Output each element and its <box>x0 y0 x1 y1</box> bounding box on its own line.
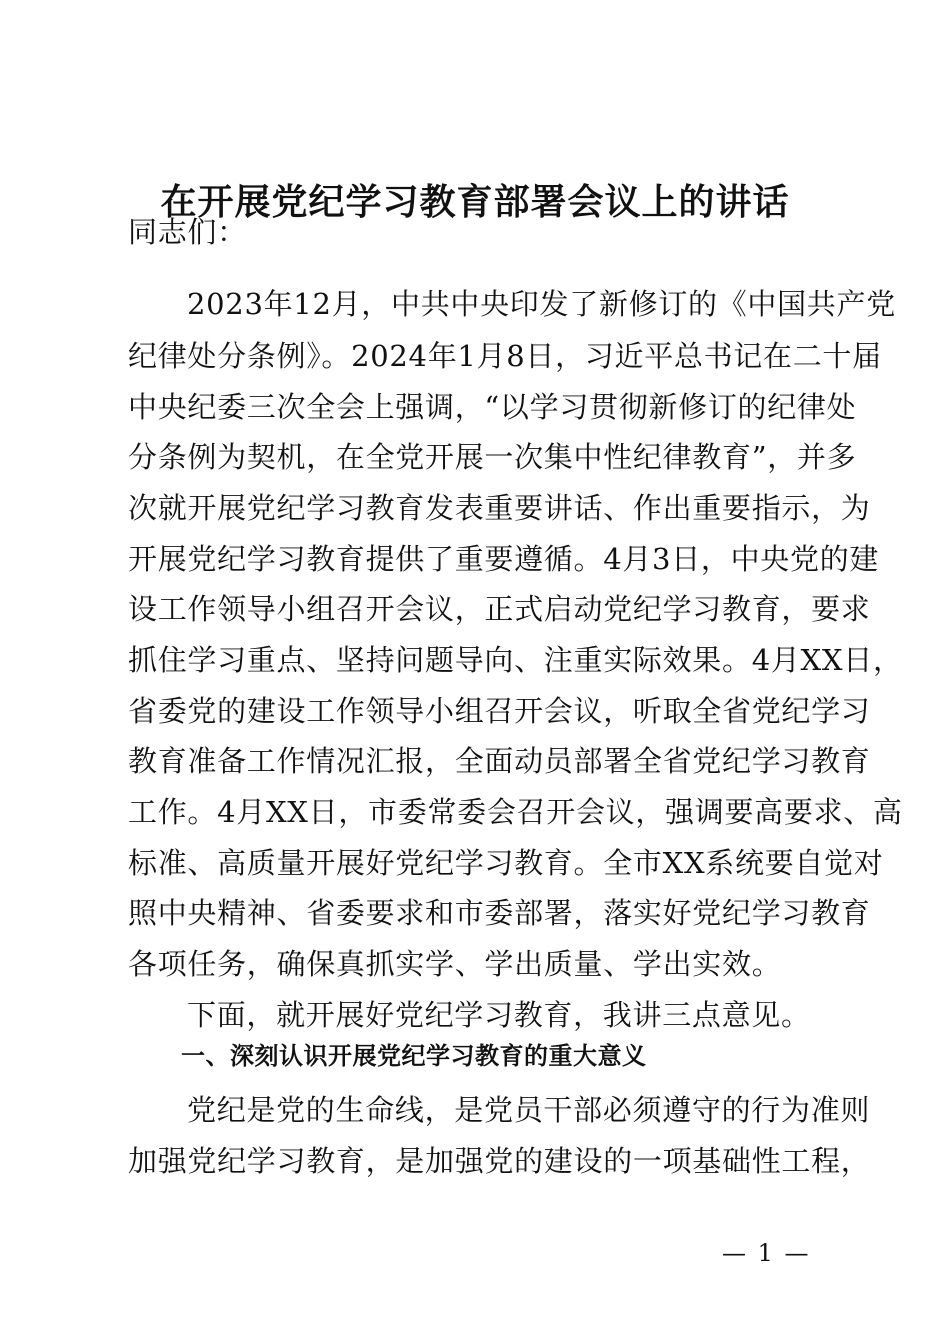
paragraph-line: 省委党的建设工作领导小组召开会议，听取全省党纪学习 <box>128 694 871 728</box>
paragraph-line: 开展党纪学习教育提供了重要遵循。4月3日，中央党的建 <box>128 542 880 576</box>
section-heading: 一、深刻认识开展党纪学习教育的重大意义 <box>181 1042 647 1070</box>
page-number: — 1 — <box>722 1239 811 1267</box>
paragraph-line: 2023年12月，中共中央印发了新修订的《中国共产党 <box>187 287 896 321</box>
paragraph-line: 抓住学习重点、坚持问题导向、注重实际效果。4月XX日， <box>128 643 903 677</box>
paragraph-line: 工作。4月XX日，市委常委会召开会议，强调要高要求、高 <box>128 795 903 829</box>
paragraph-line: 党纪是党的生命线，是党员干部必须遵守的行为准则 <box>187 1093 871 1127</box>
paragraph-line: 次就开展党纪学习教育发表重要讲话、作出重要指示，为 <box>128 491 871 525</box>
paragraph-line: 教育准备工作情况汇报，全面动员部署全省党纪学习教育 <box>128 744 871 778</box>
paragraph-line: 加强党纪学习教育，是加强党的建设的一项基础性工程， <box>128 1144 871 1178</box>
paragraph-line: 纪律处分条例》。2024年1月8日，习近平总书记在二十届 <box>128 339 882 373</box>
paragraph-line: 中央纪委三次全会上强调，“以学习贯彻新修订的纪律处 <box>128 390 857 424</box>
paragraph-line: 标准、高质量开展好党纪学习教育。全市XX系统要自觉对 <box>128 846 884 880</box>
salutation: 同志们： <box>128 215 247 249</box>
paragraph-line: 各项任务，确保真抓实学、学出质量、学出实效。 <box>128 947 782 981</box>
paragraph-line: 照中央精神、省委要求和市委部署，落实好党纪学习教育 <box>128 896 871 930</box>
paragraph-outline-intro: 下面，就开展好党纪学习教育，我讲三点意见。 <box>187 998 811 1032</box>
paragraph-line: 设工作领导小组召开会议，正式启动党纪学习教育，要求 <box>128 592 871 626</box>
paragraph-line: 分条例为契机，在全党开展一次集中性纪律教育”，并多 <box>128 440 857 474</box>
document-title: 在开展党纪学习教育部署会议上的讲话 <box>160 181 790 223</box>
